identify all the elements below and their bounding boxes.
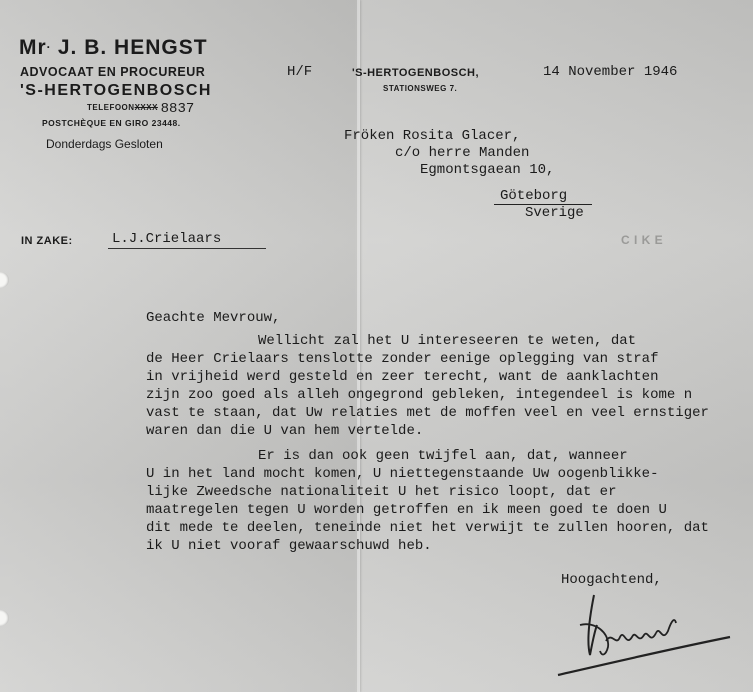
recipient-city: Göteborg bbox=[500, 188, 568, 204]
body-line: zijn zoo goed als alleh ongegrond gebleken, integendeel is kome n bbox=[146, 387, 693, 403]
letterhead-city: 'S-HERTOGENBOSCH bbox=[20, 82, 212, 99]
recipient-line: Egmontsgaean 10, bbox=[420, 162, 555, 178]
street-address: STATIONSWEG 7. bbox=[383, 84, 458, 93]
body-line: vast te staan, dat Uw relaties met de moffen veel en veel ernstiger bbox=[146, 405, 709, 421]
subject-label: IN ZAKE: bbox=[21, 235, 73, 247]
reference-initials: H/F bbox=[287, 64, 313, 80]
recipient-line: Fröken Rosita Glacer, bbox=[344, 128, 521, 144]
body-line: ik U niet vooraf gewaarschuwd heb. bbox=[146, 538, 432, 554]
body-line: U in het land mocht komen, U niettegenstaande Uw oogenblikke- bbox=[146, 466, 659, 482]
salutation: Geachte Mevrouw, bbox=[146, 310, 281, 326]
body-line: dit mede te deelen, teneinde niet het verwijt te zullen hooren, dat bbox=[146, 520, 709, 536]
postcheque-line: POSTCHÈQUE EN GIRO 23448. bbox=[42, 118, 181, 128]
subject-value: L.J.Crielaars bbox=[112, 231, 222, 247]
body-line: de Heer Crielaars tenslotte zonder eenige oplegging van straf bbox=[146, 351, 659, 367]
handwritten-signature bbox=[550, 585, 740, 685]
closed-thursdays-note: Donderdags Gesloten bbox=[46, 137, 163, 151]
body-line: maatregelen tegen U worden getroffen en ik meen goed te doen U bbox=[146, 502, 667, 518]
body-line: lijke Zweedsche nationaliteit U het risico loopt, dat er bbox=[146, 484, 617, 500]
faint-stamp-mark: C I K E bbox=[621, 233, 664, 247]
body-line: Wellicht zal het U intereseeren te weten, dat bbox=[258, 333, 637, 349]
lawyer-occupation: ADVOCAAT EN PROCUREUR bbox=[20, 65, 206, 79]
closing: Hoogachtend, bbox=[561, 572, 662, 588]
telephone: TELEFOONXXXX 8837 bbox=[87, 101, 195, 117]
punch-hole bbox=[0, 272, 9, 288]
body-line: in vrijheid werd gesteld en zeer terecht, want de aanklachten bbox=[146, 369, 659, 385]
letter-date: 14 November 1946 bbox=[543, 64, 678, 80]
body-line: waren dan die U van hem vertelde. bbox=[146, 423, 424, 439]
body-line: Er is dan ook geen twijfel aan, dat, wanneer bbox=[258, 448, 628, 464]
recipient-country: Sverige bbox=[525, 205, 584, 221]
subject-underline bbox=[108, 248, 266, 249]
punch-hole bbox=[0, 610, 9, 626]
recipient-line: c/o herre Manden bbox=[395, 145, 530, 161]
printed-place: 'S-HERTOGENBOSCH, bbox=[352, 67, 480, 79]
lawyer-name: Mr. J. B. HENGST bbox=[19, 36, 208, 59]
